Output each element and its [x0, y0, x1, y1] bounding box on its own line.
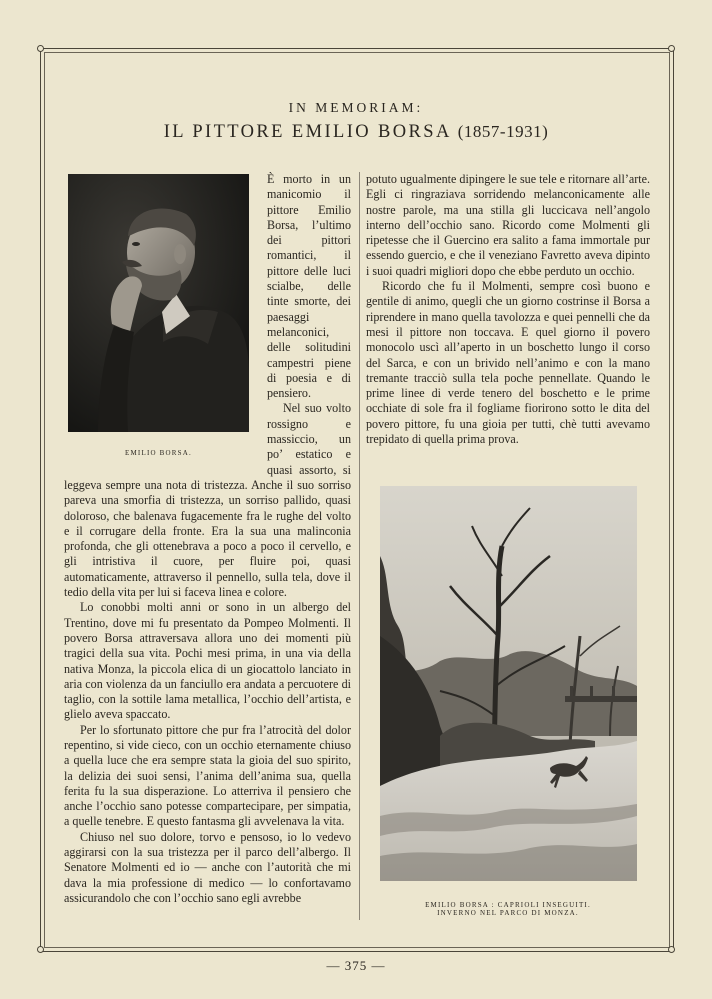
left-paragraph-5: Chiuso nel suo dolore, torvo e pensoso, io lo vedevo aggirarsi con la sua tristezza per il parco dell’albergo. Il Senatore Molmenti ed io — anche con l’autorità che mi dava la mia professione di medico — lo confortavamo assicurandolo che con l’occhio sano egli avrebbe: [64, 829, 351, 905]
right-text-column: [366, 172, 650, 447]
painting-reproduction: [380, 486, 637, 881]
article-title-years: (1857-1931): [457, 122, 549, 141]
frame-corner-ornament: [37, 946, 44, 953]
article-title-text: IL PITTORE EMILIO BORSA: [163, 122, 451, 142]
painting-illustration: [380, 486, 637, 881]
portrait-caption: EMILIO BORSA.: [125, 449, 192, 457]
left-paragraph-3: Lo conobbi molti anni or sono in un albergo del Trentino, dove mi fu presentato da Pompeo Molmenti. Il povero Borsa attraversava allora uno dei momenti più tragici della sua vita. Pochi mesi prima, in una via della nativa Monza, la piccola elica di un giocattolo lanciato in aria con violenza da un fanciullo era andata a percuotere di taglio, con la sottile lama metallica, l’occhio dell’artista, e glielo aveva spaccato.: [64, 600, 351, 722]
left-paragraph-2: Nel suo volto rossigno e massiccio, un po’ estatico e quasi assorto, si leggeva sempre una nota di tristezza. Anche il suo sorriso pareva una smorfia di tristezza, un sorriso pallido, quasi doloroso, che balenava fugacemente fra le rughe del volto e il corrugare della fronte. Era la sua una malinconia profonda, che gli ottenebrava a poco a poco il cervello, e gli intristiva il cuore, per fluire poi, quasi automaticamente, attraverso il pennello, sulla tela, dove il tedio della vita per lui si faceva linea e colore.: [64, 401, 351, 600]
article-kicker: IN MEMORIAM:: [288, 100, 424, 115]
frame-corner-ornament: [37, 45, 44, 52]
right-paragraph-2: Ricordo che fu il Molmenti, sempre così buono e gentile di animo, quegli che un giorno costrinse il Borsa a riprendere in mano quella tavolozza e quei pennelli che da mesi il pittore non toccava. E quel giorno il povero monocolo uscì all’aperto in un boschetto lungo il corso del Sarca, e con un brivido nell’animo e con la mano tremante tracciò sulla tela poche pennellate. Quando le prime linee di verde tenero del boschetto e le prime occhiate di sole fra il fogliame fiorirono sotto le dita del povero pittore, fu una gioia per tutti, chè tutti avevamo trepidato di quella prima prova.: [366, 279, 650, 447]
left-paragraph-4: Per lo sfortunato pittore che pur fra l’atrocità del dolor repentino, si vide cieco, con un occhio eternamente chiuso a quella luce che era sempre stata la gioia del suo spirito, la delizia dei suoi sensi, l’anima dell’anima sua, quella ferita fu la sua disperazione. Lo atterriva il pensiero che anche l’occhio sano potesse compartecipare, per simpatia, a quelle tenebre. E questo fantasma gli avvelenava la vita.: [64, 722, 351, 829]
left-paragraph-1: È morto in un manicomio il pittore Emilio Borsa, l’ultimo dei pittori romantici, il pittore delle luci scialbe, delle tinte smorte, dei paesaggi melanconici, delle solitudini campestri piene di poesia e di pensiero.: [267, 172, 351, 401]
painting-caption-line1: EMILIO BORSA : CAPRIOLI INSEGUITI.: [425, 901, 591, 909]
painting-caption-line2: INVERNO NEL PARCO DI MONZA.: [437, 909, 579, 917]
painting-caption: [366, 901, 650, 917]
page-number: — 375 —: [326, 958, 386, 973]
article-title: [0, 122, 712, 143]
frame-corner-ornament: [668, 45, 675, 52]
frame-corner-ornament: [668, 946, 675, 953]
right-paragraph-1: potuto ugualmente dipingere le sue tele e ritornare all’arte. Egli ci ringraziava sorridendo melanconicamente alle nostre parole, ma una stilla gli luccicava nell’angolo interno dell’occhio sano. Ricordo come Molmenti gli ripetesse che il Guercino era salito a fama immortale pur essendo guercio, e che il veneziano Favretto aveva dipinto i suoi quadri migliori dopo che ebbe perduto un occhio.: [366, 172, 650, 278]
portrait-illustration: [68, 174, 249, 432]
portrait-photo: [68, 174, 249, 432]
column-divider: [359, 172, 360, 920]
